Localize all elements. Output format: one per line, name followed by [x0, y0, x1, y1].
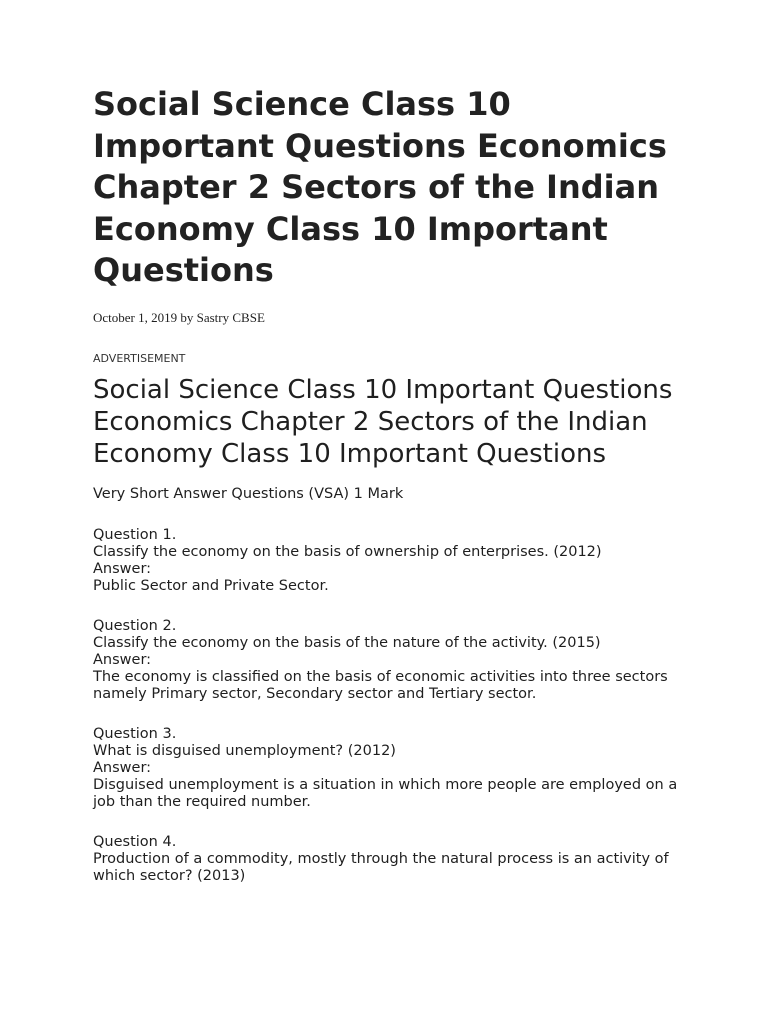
question-label: Question 2. — [93, 617, 177, 634]
question-block-1 — [93, 527, 693, 595]
question-type-label: Very Short Answer Questions (VSA) 1 Mark — [93, 485, 404, 502]
advertisement-label: ADVERTISEMENT — [93, 351, 186, 365]
answer-text: The economy is classified on the basis of economic activities into three sectors namely Primary sector, Secondary sector and Tertiary sector. — [93, 668, 668, 702]
question-block-3 — [93, 726, 693, 811]
question-text: What is disguised unemployment? (2012) — [93, 742, 396, 759]
question-block-4 — [93, 834, 693, 885]
question-text: Classify the economy on the basis of ownership of enterprises. (2012) — [93, 543, 602, 560]
byline-by: by — [180, 309, 194, 325]
question-label: Question 4. — [93, 833, 177, 850]
post-date[interactable]: October 1, 2019 — [93, 309, 178, 325]
byline — [93, 310, 693, 326]
answer-text: Disguised unemployment is a situation in which more people are employed on a job than the required number. — [93, 776, 678, 810]
question-text: Classify the economy on the basis of the nature of the activity. (2015) — [93, 634, 601, 651]
question-text: Production of a commodity, mostly through the natural process is an activity of which sector? (2013) — [93, 850, 669, 884]
page-title: Social Science Class 10 Important Questions Economics Chapter 2 Sectors of the Indian Economy Class 10 Important Questions — [93, 85, 667, 289]
answer-label: Answer: — [93, 651, 152, 668]
question-block-2 — [93, 618, 693, 703]
article — [93, 84, 693, 885]
question-label: Question 3. — [93, 725, 177, 742]
answer-label: Answer: — [93, 560, 152, 577]
author-name[interactable]: Sastry CBSE — [196, 309, 265, 325]
section-heading: Social Science Class 10 Important Questions Economics Chapter 2 Sectors of the Indian Economy Class 10 Important Questions — [93, 374, 673, 469]
answer-label: Answer: — [93, 759, 152, 776]
answer-text: Public Sector and Private Sector. — [93, 577, 329, 594]
question-label: Question 1. — [93, 526, 177, 543]
